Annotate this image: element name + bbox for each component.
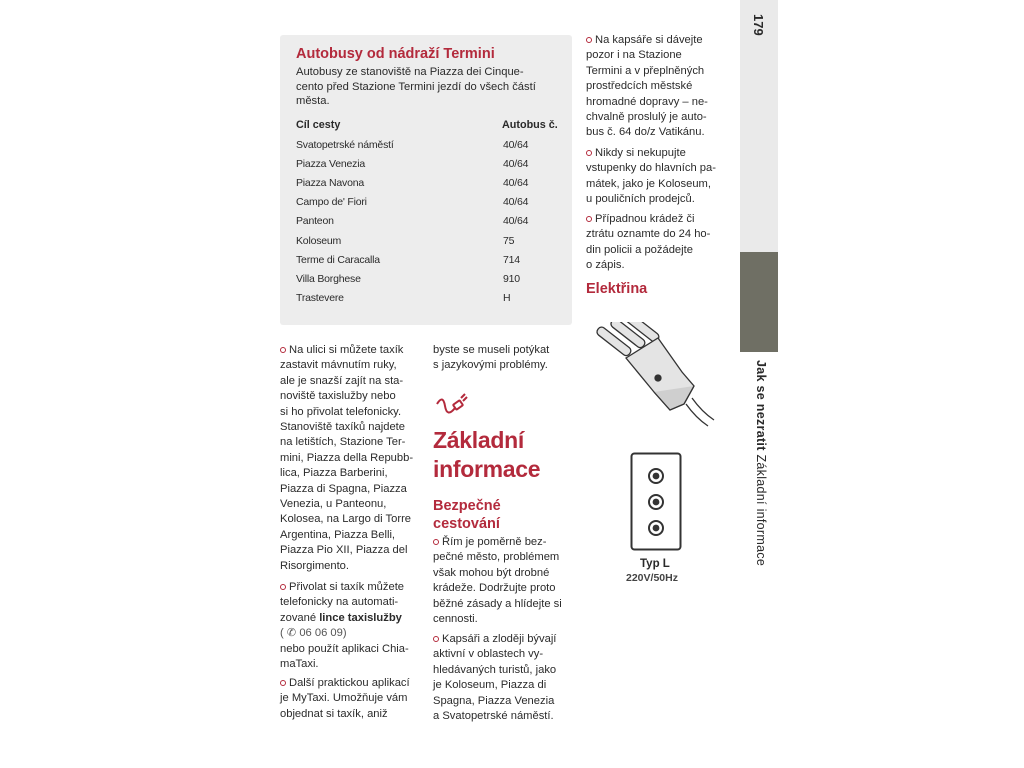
taxi-paragraph-1: Na ulici si můžete taxík zastavit mávnutím ruky, ale je snazší zajít na sta- noviště taxislužby nebo si ho přivolat telefonicky. Stanoviště taxíků najdete na letištích, Stazione Ter- mini, Piazza della Repubb- lica, Piazza Barberini, Piazza di Spagna, Piazza Venezia, u Panteonu, Kolosea, na Largo di Torre Argentina, Piazza Belli, Piazza Pio XII, Piazza del Risorgimento. [280, 344, 414, 572]
subsection-title: Bezpečné cestování [433, 498, 501, 532]
table-cell-destination: Piazza Venezia [296, 158, 365, 170]
bus-box-title: Autobusy od nádraží Termini [296, 46, 495, 62]
bullet-icon [280, 584, 286, 590]
socket-type-label: Typ L [640, 558, 670, 570]
safety-paragraph-1: Řím je poměrně bez- pečné město, problémem však mohou být drobné krádeže. Dodržujte proto běžné zásady a hlídejte si cennosti. [433, 536, 562, 626]
table-cell-destination: Terme di Caracalla [296, 254, 380, 266]
bullet-icon [433, 539, 439, 545]
desc-line: cento před Stazione Termini jezdí do všech částí [296, 80, 536, 93]
socket-spec-label: 220V/50Hz [626, 572, 678, 584]
safety-paragraph-2: Kapsáři a zloději bývají aktivní v oblastech vy- hledávaných turistů, jako je Koloseum, Piazza di Spagna, Piazza Venezia a Svatopetrské náměstí. [433, 633, 557, 723]
table-cell-bus: 40/64 [503, 215, 529, 227]
table-cell-bus: 75 [503, 235, 515, 247]
safety-paragraph-3: Na kapsáře si dávejte pozor i na Stazione Termini a v přeplněných prostředcích městské hromadné dopravy – ne- chvalně proslulý je auto- bus č. 64 do/z Vatikánu. [586, 34, 708, 139]
table-cell-destination: Svatopetrské náměstí [296, 139, 394, 151]
plug-wire-icon [433, 392, 469, 422]
taxi-line-bold: lince taxislužby [319, 611, 402, 624]
table-cell-destination: Campo de' Fiori [296, 196, 367, 208]
electricity-title: Elektřina [586, 281, 648, 297]
taxi-paragraph-continued: byste se museli potýkat s jazykovými problémy. [433, 344, 550, 372]
table-cell-bus: 40/64 [503, 196, 529, 208]
col-bus-header: Autobus č. [502, 119, 558, 131]
bullet-icon [586, 150, 592, 156]
table-cell-bus: 40/64 [503, 139, 529, 151]
bus-box-description [296, 65, 564, 109]
taxi-paragraph-3: Další praktickou aplikací je MyTaxi. Umožňuje vám objednat si taxík, aniž [280, 677, 410, 720]
plug-type-l-icon [596, 322, 716, 434]
col-destination-header: Cíl cesty [296, 119, 341, 131]
safety-paragraph-5: Případnou krádež či ztrátu oznamte do 24 ho- din policii a požádejte o zápis. [586, 213, 711, 272]
table-cell-destination: Piazza Navona [296, 177, 365, 189]
table-cell-destination: Koloseum [296, 235, 342, 247]
sidebar-chapter-label [754, 360, 768, 566]
section-title: Základní informace [433, 427, 541, 482]
desc-line: města. [296, 95, 330, 108]
table-cell-bus: 910 [503, 273, 520, 285]
desc-line: Autobusy ze stanoviště na Piazza dei Cinque- [296, 66, 524, 78]
table-cell-destination: Trastevere [296, 292, 344, 304]
taxi-paragraph-2: Přivolat si taxík můžete telefonicky na automati- zované lince taxislužby ( ✆ 06 06 09) nebo použít aplikaci Chia- maTaxi. [280, 580, 430, 672]
table-cell-destination: Panteon [296, 215, 334, 227]
bullet-icon [280, 347, 286, 353]
sidebar-light-band [740, 0, 778, 252]
bullet-icon [280, 680, 286, 686]
table-cell-bus: H [503, 292, 511, 304]
page-number: 179 [751, 14, 766, 36]
taxi-phone: ( ✆ 06 06 09) [280, 627, 347, 640]
table-cell-bus: 40/64 [503, 158, 529, 170]
socket-type-l-icon [630, 452, 682, 552]
table-cell-bus: 714 [503, 254, 520, 266]
chapter-rest: Základní informace [754, 454, 768, 567]
bullet-icon [586, 37, 592, 43]
bullet-icon [433, 636, 439, 642]
bullet-icon [586, 216, 592, 222]
table-cell-bus: 40/64 [503, 177, 529, 189]
safety-paragraph-4: Nikdy si nekupujte vstupenky do hlavních pa- mátek, jako je Koloseum, u pouličních prodejců. [586, 147, 716, 206]
table-cell-destination: Villa Borghese [296, 273, 361, 285]
chapter-bold: Jak se nezratit [754, 360, 768, 451]
sidebar-dark-band [740, 252, 778, 352]
